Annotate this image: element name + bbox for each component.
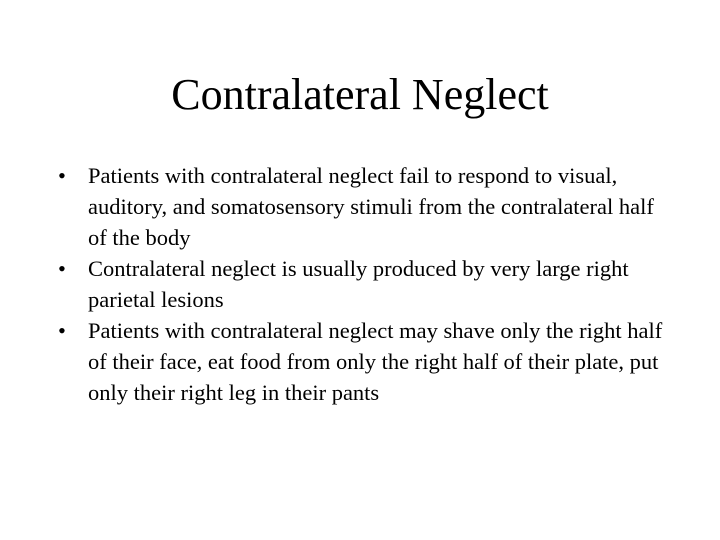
bullet-text: Patients with contralateral neglect fail to respond to visual, auditory, and somatosensory stimuli from the contralateral half of the body (88, 163, 654, 250)
bullet-item (58, 160, 673, 253)
bullet-item (58, 315, 673, 408)
slide-title: Contralateral Neglect (171, 70, 549, 119)
bullet-marker: • (58, 163, 66, 188)
bullet-text: Patients with contralateral neglect may shave only the right half of their face, eat food from only the right half of their plate, put only their right leg in their pants (88, 318, 663, 405)
bullet-text: Contralateral neglect is usually produced by very large right parietal lesions (88, 256, 629, 312)
bullet-item (58, 253, 673, 315)
bullet-marker: • (58, 256, 66, 281)
bullet-marker: • (58, 318, 66, 343)
bullet-list (58, 160, 673, 408)
